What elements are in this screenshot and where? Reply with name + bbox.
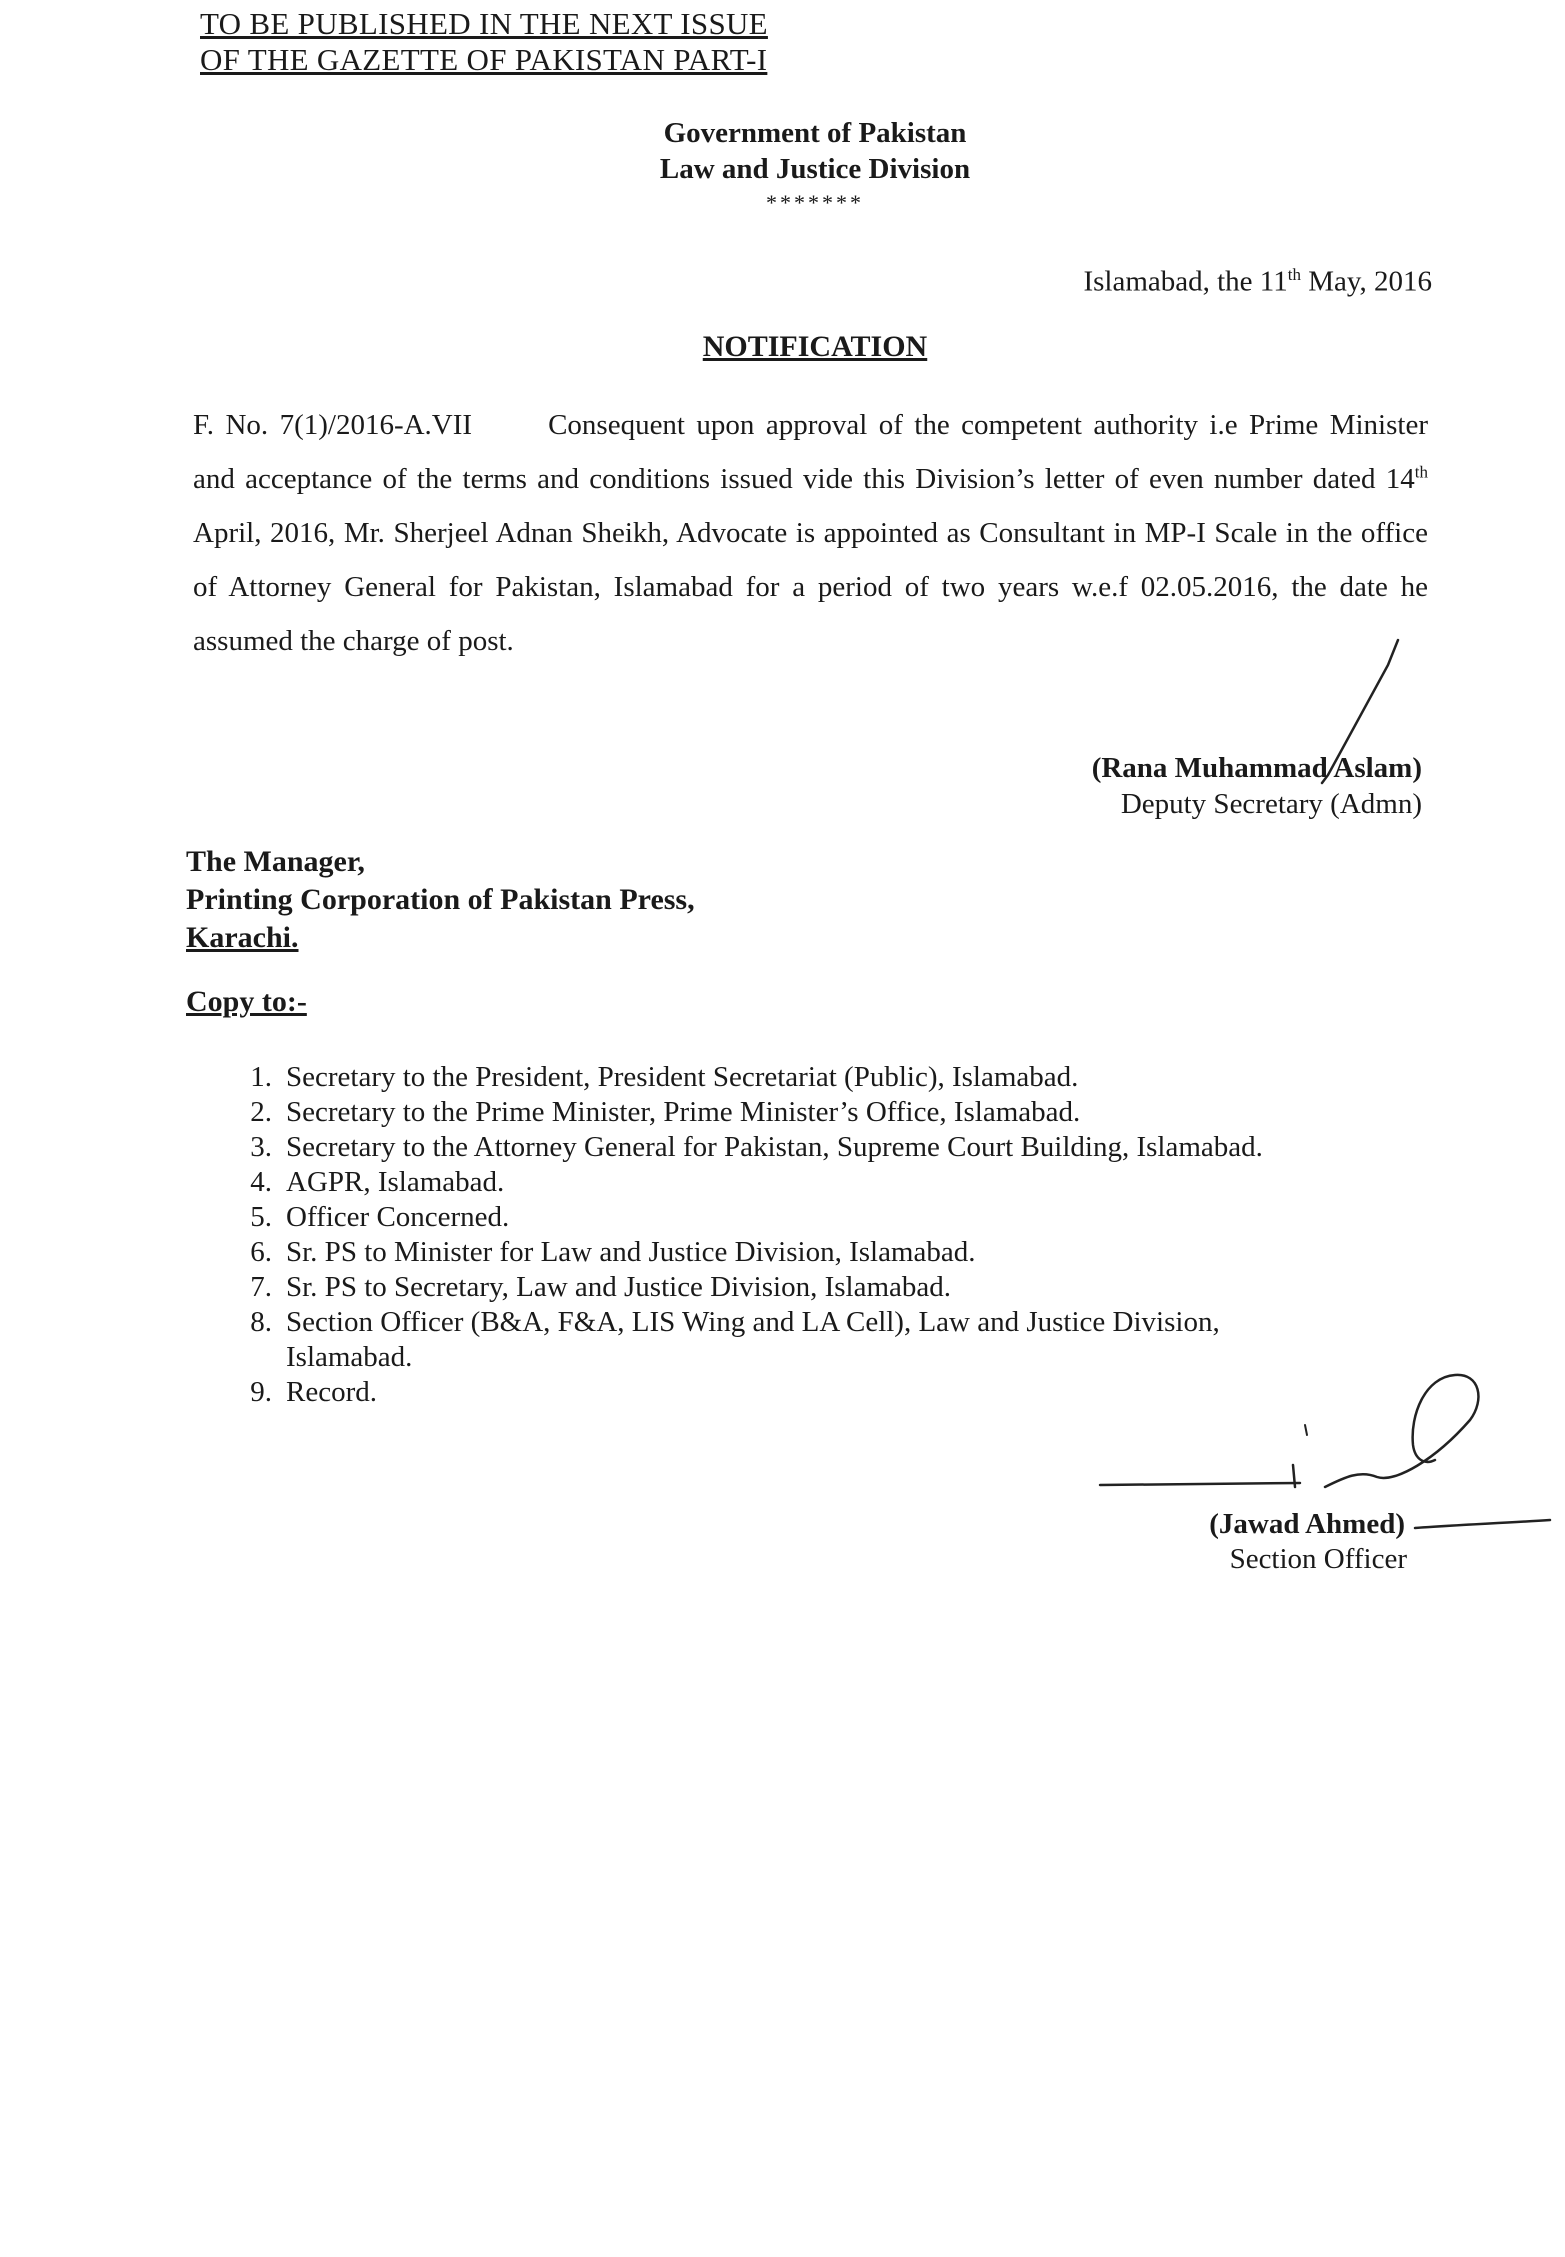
addressee-line2: Printing Corporation of Pakistan Press, xyxy=(186,883,695,916)
copy-to-item-text: Officer Concerned. xyxy=(286,1201,510,1233)
copy-to-item-text: Secretary to the President, President Secretariat (Public), Islamabad. xyxy=(286,1061,1079,1093)
copy-to-item xyxy=(210,1095,1410,1130)
copy-to-item-text: AGPR, Islamabad. xyxy=(286,1166,505,1198)
date-prefix: Islamabad, the 11 xyxy=(1083,265,1288,298)
copy-to-item-number: 2. xyxy=(250,1096,272,1128)
signatory-2-designation: Section Officer xyxy=(1229,1543,1407,1575)
separator-stars: ******* xyxy=(766,190,864,215)
copy-to-heading: Copy to:- xyxy=(186,985,307,1018)
copy-to-list xyxy=(210,1060,1410,1410)
copy-to-item-text: Secretary to the Prime Minister, Prime Minister’s Office, Islamabad. xyxy=(286,1096,1081,1128)
division-title: Law and Justice Division xyxy=(659,153,971,185)
copy-to-item xyxy=(210,1130,1410,1165)
body-text-part1: Consequent upon approval of the competent authority i.e Prime Minister and acceptance of the terms and conditions issued vide this Division’s letter of even number dated 14 xyxy=(193,409,1428,495)
copy-to-item-number: 4. xyxy=(250,1166,272,1198)
copy-to-item-number: 9. xyxy=(250,1376,272,1408)
copy-to-item-text: Section Officer (B&A, F&A, LIS Wing and LA Cell), Law and Justice Division, xyxy=(286,1306,1220,1338)
file-number: F. No. 7(1)/2016-A.VII xyxy=(193,409,473,441)
copy-to-item xyxy=(210,1305,1410,1340)
gazette-header-line1: TO BE PUBLISHED IN THE NEXT ISSUE xyxy=(200,6,768,41)
copy-to-item xyxy=(210,1165,1410,1200)
date-rest: May, 2016 xyxy=(1300,265,1432,298)
copy-to-item-number: 1. xyxy=(250,1061,272,1093)
copy-to-item-text: Record. xyxy=(286,1376,377,1408)
copy-to-item-number: 6. xyxy=(250,1236,272,1268)
date-line xyxy=(1083,265,1432,299)
date-suffix: th xyxy=(1287,265,1301,284)
copy-to-item-number: 3. xyxy=(250,1131,272,1163)
notification-body xyxy=(193,398,1428,668)
copy-to-item-number: 8. xyxy=(250,1306,272,1338)
addressee-line1: The Manager, xyxy=(186,845,365,878)
body-text-sup: th xyxy=(1414,462,1428,482)
copy-to-item xyxy=(210,1200,1410,1235)
copy-to-item xyxy=(210,1270,1410,1305)
addressee-line3: Karachi. xyxy=(186,921,299,954)
addressee xyxy=(186,843,695,957)
copy-to-item xyxy=(210,1235,1410,1270)
copy-to-item-number: 5. xyxy=(250,1201,272,1233)
copy-to-item-number: 7. xyxy=(250,1271,272,1303)
gazette-header-line2: OF THE GAZETTE OF PAKISTAN PART-I xyxy=(200,42,768,77)
government-title: Government of Pakistan xyxy=(663,117,967,149)
body-text-part2: April, 2016, Mr. Sherjeel Adnan Sheikh, Advocate is appointed as Consultant in MP-I Scale in the office of Attorney General for Pakistan, Islamabad for a period of two years w.e.f 02.05.2016, the date he assumed the charge of post. xyxy=(193,517,1428,657)
notification-title: NOTIFICATION xyxy=(702,330,928,363)
copy-to-item-text: Sr. PS to Secretary, Law and Justice Division, Islamabad. xyxy=(286,1271,952,1303)
copy-to-item-text: Sr. PS to Minister for Law and Justice Division, Islamabad. xyxy=(286,1236,976,1268)
copy-to-item xyxy=(210,1060,1410,1095)
signatory-1-designation: Deputy Secretary (Admn) xyxy=(1120,788,1422,820)
signatory-1-name: (Rana Muhammad Aslam) xyxy=(1091,752,1422,784)
signatory-2-name: (Jawad Ahmed) xyxy=(1209,1508,1405,1540)
copy-to-item-text: Islamabad. xyxy=(286,1341,413,1373)
copy-to-item-text: Secretary to the Attorney General for Pakistan, Supreme Court Building, Islamabad. xyxy=(286,1131,1263,1163)
copy-to-item-number xyxy=(210,1340,286,1375)
